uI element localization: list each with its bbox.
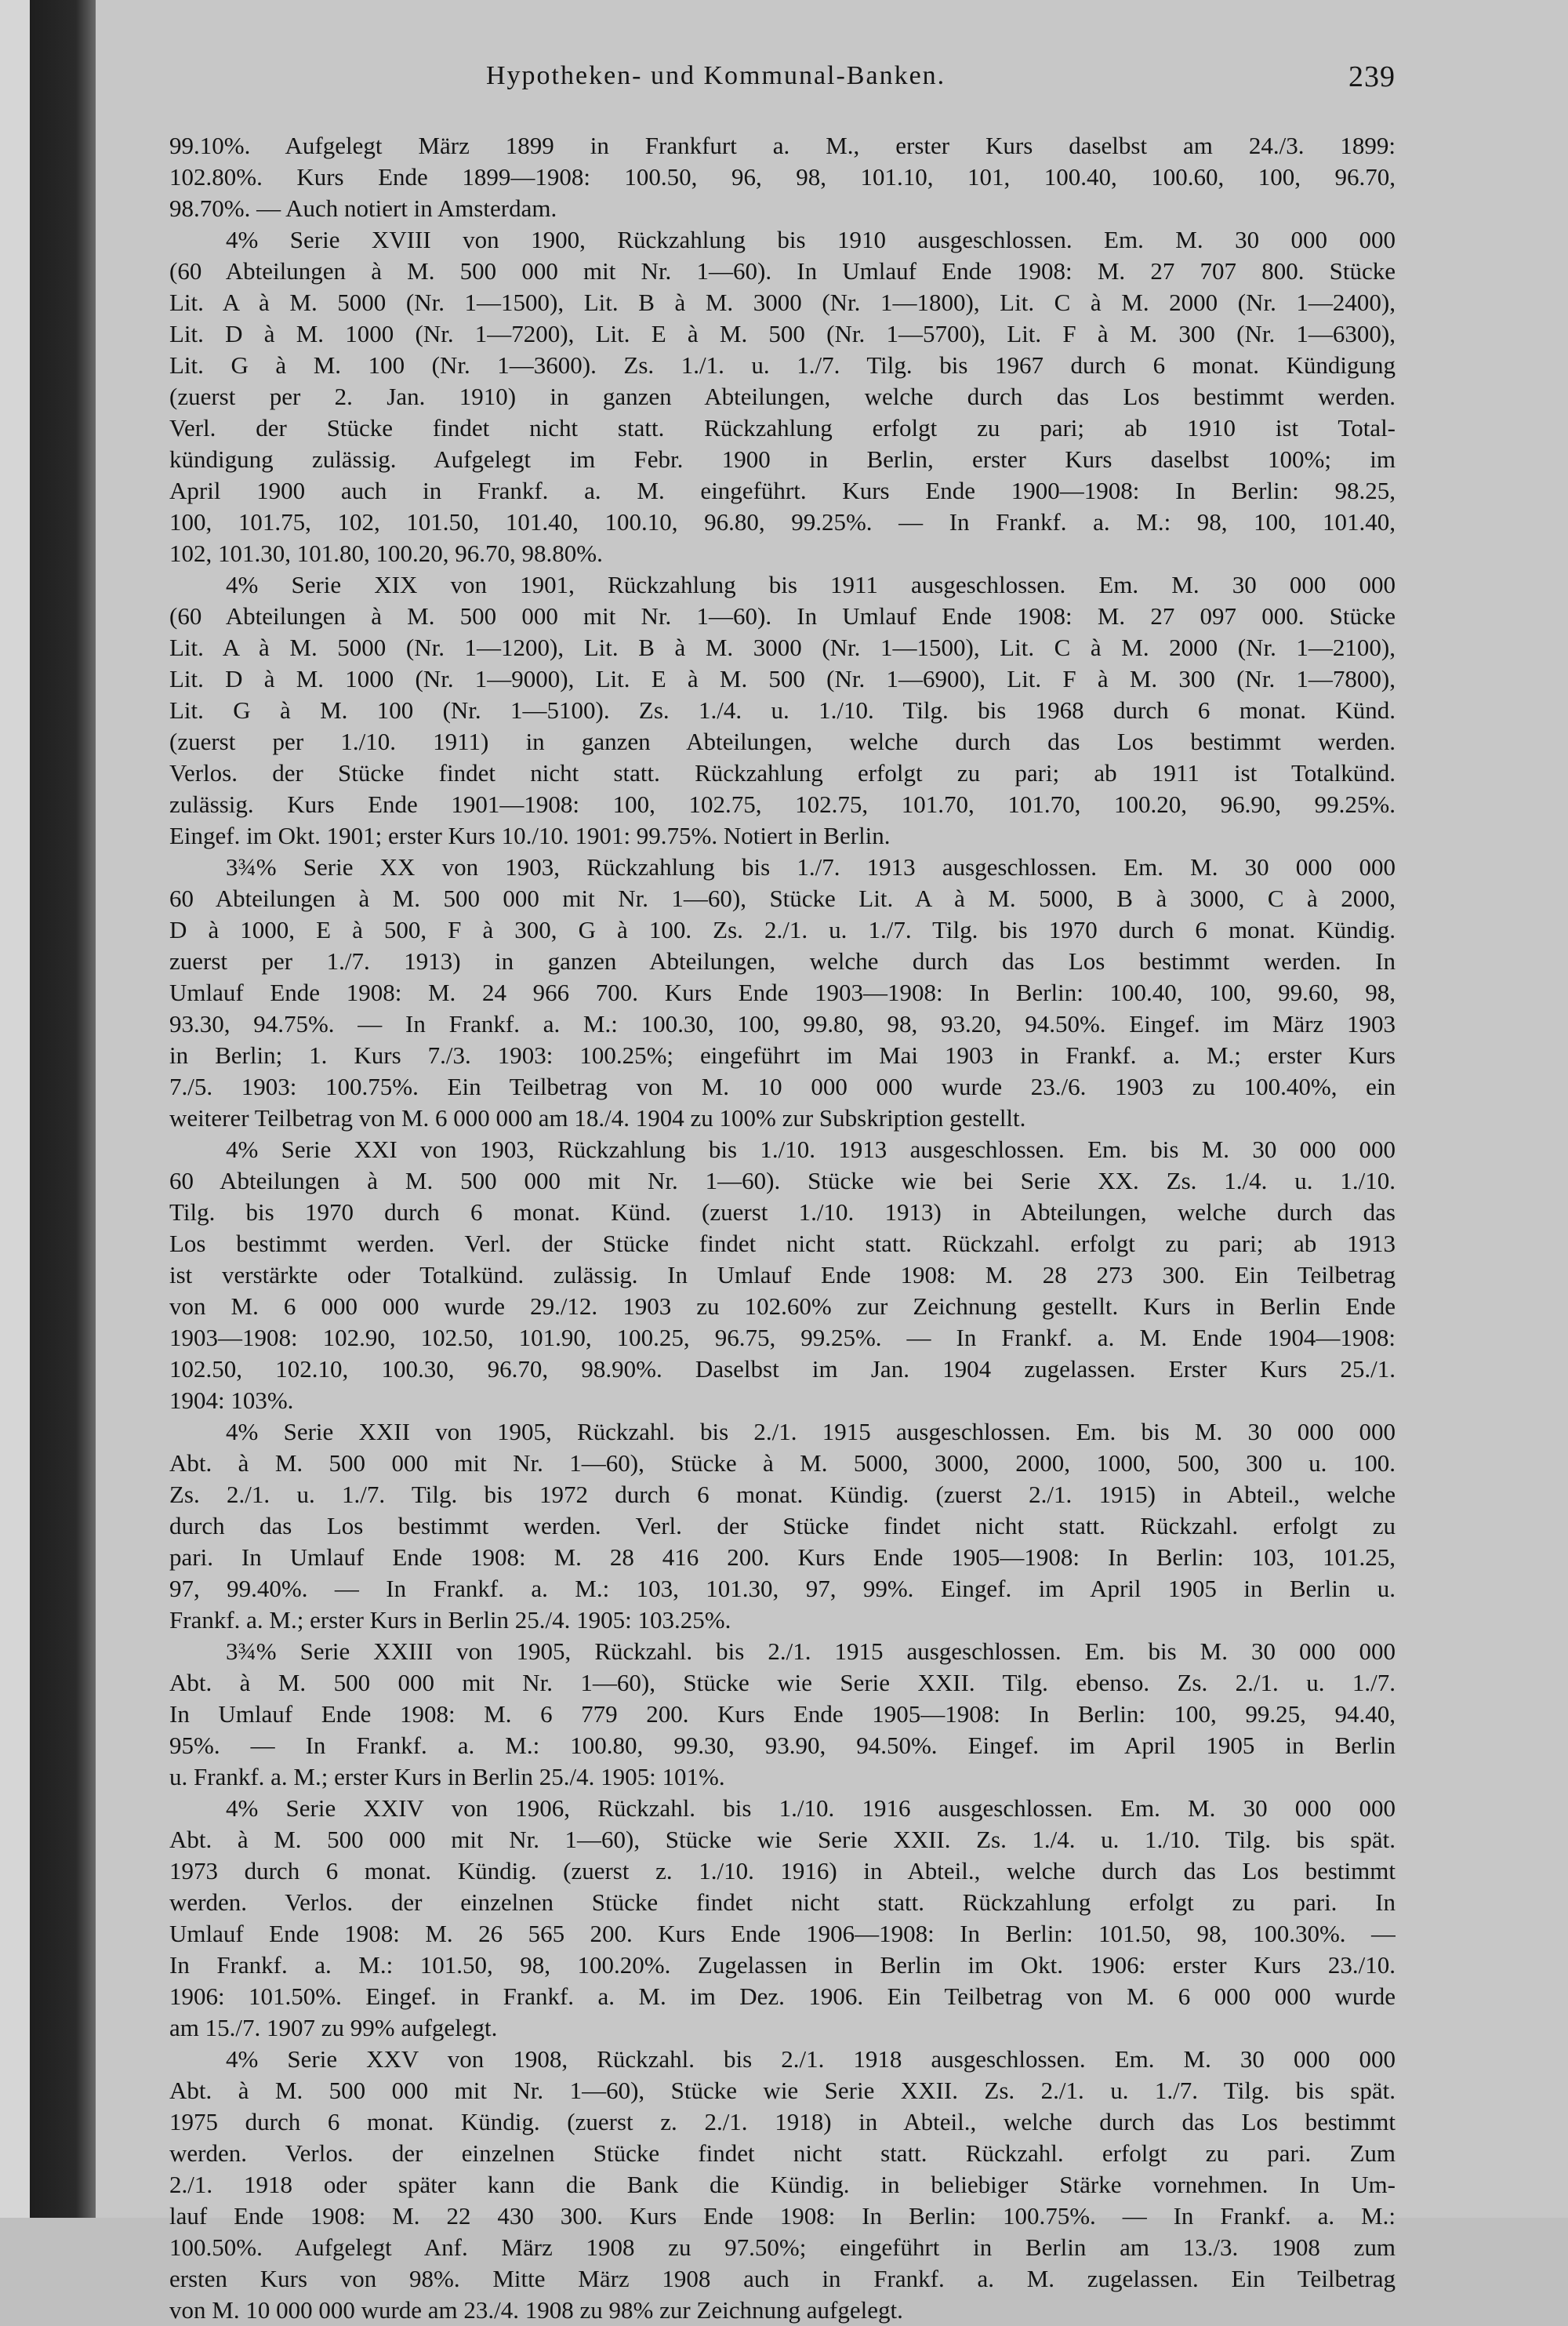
text-line: Abt. à M. 500 000 mit Nr. 1—60), Stücke à M. 5000, 3000, 2000, 1000, 500, 300 u. 100. (169, 1449, 1396, 1477)
text-line: am 15./7. 1907 zu 99% aufgelegt. (169, 2014, 498, 2041)
text-line: Umlauf Ende 1908: M. 26 565 200. Kurs Ende 1906—1908: In Berlin: 101.50, 98, 100.30%. — (169, 1920, 1396, 1947)
text-line: 99.10%. Aufgelegt März 1899 in Frankfurt a. M., erster Kurs daselbst am 24./3. 1899: (169, 132, 1396, 159)
text-line: 3¾% Serie XXIII von 1905, Rückzahl. bis 2./1. 1915 ausgeschlossen. Em. bis M. 30 000 000 (226, 1637, 1396, 1665)
text-line: Los bestimmt werden. Verl. der Stücke findet nicht statt. Rückzahl. erfolgt zu pari; ab 1913 (169, 1230, 1396, 1257)
text-line: durch das Los bestimmt werden. Verl. der Stücke findet nicht statt. Rückzahl. erfolgt zu (169, 1512, 1396, 1539)
text-line: von M. 10 000 000 wurde am 23./4. 1908 zu 98% zur Zeichnung aufgelegt. (169, 2296, 903, 2324)
text-line: 98.70%. — Auch notiert in Amsterdam. (169, 194, 557, 222)
text-line: Lit. A à M. 5000 (Nr. 1—1500), Lit. B à M. 3000 (Nr. 1—1800), Lit. C à M. 2000 (Nr. 1—2400), (169, 289, 1396, 316)
text-line: in Berlin; 1. Kurs 7./3. 1903: 100.25%; eingeführt im Mai 1903 in Frankf. a. M.; erster Kurs (169, 1041, 1396, 1069)
text-line: 4% Serie XVIII von 1900, Rückzahlung bis 1910 ausgeschlossen. Em. M. 30 000 000 (226, 226, 1396, 253)
text-line: 93.30, 94.75%. — In Frankf. a. M.: 100.30, 100, 99.80, 98, 93.20, 94.50%. Eingef. im März 1903 (169, 1010, 1396, 1038)
text-line: 1975 durch 6 monat. Kündig. (zuerst z. 2./1. 1918) in Abteil., welche durch das Los bestimmt (169, 2108, 1396, 2135)
text-line: (60 Abteilungen à M. 500 000 mit Nr. 1—60). In Umlauf Ende 1908: M. 27 707 800. Stücke (169, 257, 1396, 285)
text-line: 4% Serie XXI von 1903, Rückzahlung bis 1./10. 1913 ausgeschlossen. Em. bis M. 30 000 000 (226, 1136, 1396, 1163)
text-line: u. Frankf. a. M.; erster Kurs in Berlin 25./4. 1905: 101%. (169, 1763, 725, 1790)
text-line: 102.50, 102.10, 100.30, 96.70, 98.90%. Daselbst im Jan. 1904 zugelassen. Erster Kurs 25./1. (169, 1355, 1396, 1383)
text-line: 1904: 103%. (169, 1387, 294, 1414)
text-line: von M. 6 000 000 wurde 29./12. 1903 zu 102.60% zur Zeichnung gestellt. Kurs in Berlin Ende (169, 1292, 1396, 1320)
text-line: Lit. G à M. 100 (Nr. 1—3600). Zs. 1./1. u. 1./7. Tilg. bis 1967 durch 6 monat. Kündigung (169, 351, 1396, 379)
running-title: Hypotheken- und Kommunal-Banken. (486, 61, 946, 90)
text-line: lauf Ende 1908: M. 22 430 300. Kurs Ende 1908: In Berlin: 100.75%. — In Frankf. a. M.: (169, 2202, 1396, 2230)
text-line: ersten Kurs von 98%. Mitte März 1908 auch in Frankf. a. M. zugelassen. Ein Teilbetrag (169, 2265, 1396, 2292)
page-number: 239 (1348, 60, 1396, 93)
text-line: werden. Verlos. der einzelnen Stücke findet nicht statt. Rückzahl. erfolgt zu pari. Zum (169, 2139, 1396, 2167)
text-line: 102.80%. Kurs Ende 1899—1908: 100.50, 96, 98, 101.10, 101, 100.40, 100.60, 100, 96.70, (169, 163, 1396, 191)
page-edge (0, 0, 30, 2218)
text-line: Lit. A à M. 5000 (Nr. 1—1200), Lit. B à M. 3000 (Nr. 1—1500), Lit. C à M. 2000 (Nr. 1—2100), (169, 634, 1396, 661)
text-line: 4% Serie XXII von 1905, Rückzahl. bis 2./1. 1915 ausgeschlossen. Em. bis M. 30 000 000 (226, 1418, 1396, 1445)
text-line: (zuerst per 2. Jan. 1910) in ganzen Abteilungen, welche durch das Los bestimmt werden. (169, 383, 1396, 410)
text-line: Frankf. a. M.; erster Kurs in Berlin 25./4. 1905: 103.25%. (169, 1606, 731, 1634)
text-line: 100, 101.75, 102, 101.50, 101.40, 100.10, 96.80, 99.25%. — In Frankf. a. M.: 98, 100, 101.40, (169, 508, 1396, 536)
text-line: Verl. der Stücke findet nicht statt. Rückzahlung erfolgt zu pari; ab 1910 ist Total- (169, 414, 1396, 442)
text-line: 4% Serie XXV von 1908, Rückzahl. bis 2./1. 1918 ausgeschlossen. Em. M. 30 000 000 (226, 2045, 1396, 2073)
text-line: Umlauf Ende 1908: M. 24 966 700. Kurs Ende 1903—1908: In Berlin: 100.40, 100, 99.60, 98, (169, 979, 1396, 1006)
text-line: pari. In Umlauf Ende 1908: M. 28 416 200. Kurs Ende 1905—1908: In Berlin: 103, 101.25, (169, 1543, 1396, 1571)
text-line: Abt. à M. 500 000 mit Nr. 1—60), Stücke wie Serie XXII. Zs. 1./4. u. 1./10. Tilg. bis spät. (169, 1826, 1396, 1853)
text-line: werden. Verlos. der einzelnen Stücke findet nicht statt. Rückzahlung erfolgt zu pari. In (169, 1888, 1396, 1916)
text-line: In Umlauf Ende 1908: M. 6 779 200. Kurs Ende 1905—1908: In Berlin: 100, 99.25, 94.40, (169, 1700, 1396, 1728)
text-line: zulässig. Kurs Ende 1901—1908: 100, 102.75, 102.75, 101.70, 101.70, 100.20, 96.90, 99.25%. (169, 790, 1396, 818)
text-line: 3¾% Serie XX von 1903, Rückzahlung bis 1./7. 1913 ausgeschlossen. Em. M. 30 000 000 (226, 853, 1396, 881)
text-line: Lit. D à M. 1000 (Nr. 1—7200), Lit. E à M. 500 (Nr. 1—5700), Lit. F à M. 300 (Nr. 1—6300), (169, 320, 1396, 347)
text-line: Abt. à M. 500 000 mit Nr. 1—60), Stücke wie Serie XXII. Zs. 2./1. u. 1./7. Tilg. bis spät. (169, 2077, 1396, 2104)
text-line: April 1900 auch in Frankf. a. M. eingeführt. Kurs Ende 1900—1908: In Berlin: 98.25, (169, 477, 1396, 504)
text-line: Eingef. im Okt. 1901; erster Kurs 10./10. 1901: 99.75%. Notiert in Berlin. (169, 822, 891, 849)
text-line: 97, 99.40%. — In Frankf. a. M.: 103, 101.30, 97, 99%. Eingef. im April 1905 in Berlin u. (169, 1575, 1396, 1602)
text-line: In Frankf. a. M.: 101.50, 98, 100.20%. Zugelassen in Berlin im Okt. 1906: erster Kurs 23./10. (169, 1951, 1396, 1979)
text-line: D à 1000, E à 500, F à 300, G à 100. Zs. 2./1. u. 1./7. Tilg. bis 1970 durch 6 monat. Kündig. (169, 916, 1396, 943)
text-line: 60 Abteilungen à M. 500 000 mit Nr. 1—60). Stücke wie bei Serie XX. Zs. 1./4. u. 1./10. (169, 1167, 1396, 1194)
text-line: ist verstärkte oder Totalkünd. zulässig. In Umlauf Ende 1908: M. 28 273 300. Ein Teilbetrag (169, 1261, 1396, 1288)
text-line: 1973 durch 6 monat. Kündig. (zuerst z. 1./10. 1916) in Abteil., welche durch das Los bestimmt (169, 1857, 1396, 1884)
text-line: kündigung zulässig. Aufgelegt im Febr. 1900 in Berlin, erster Kurs daselbst 100%; im (169, 445, 1396, 473)
text-line: zuerst per 1./7. 1913) in ganzen Abteilungen, welche durch das Los bestimmt werden. In (169, 947, 1396, 975)
body-text (169, 130, 1396, 2326)
text-line: 2./1. 1918 oder später kann die Bank die Kündig. in beliebiger Stärke vornehmen. In Um- (169, 2171, 1396, 2198)
text-line: Lit. G à M. 100 (Nr. 1—5100). Zs. 1./4. u. 1./10. Tilg. bis 1968 durch 6 monat. Künd. (169, 696, 1396, 724)
text-line: (60 Abteilungen à M. 500 000 mit Nr. 1—60). In Umlauf Ende 1908: M. 27 097 000. Stücke (169, 602, 1396, 630)
text-line: Zs. 2./1. u. 1./7. Tilg. bis 1972 durch 6 monat. Kündig. (zuerst 2./1. 1915) in Abteil., welche (169, 1481, 1396, 1508)
text-line: 1903—1908: 102.90, 102.50, 101.90, 100.25, 96.75, 99.25%. — In Frankf. a. M. Ende 1904—1908: (169, 1324, 1396, 1351)
text-line: 102, 101.30, 101.80, 100.20, 96.70, 98.80%. (169, 540, 603, 567)
page-header (486, 61, 1396, 108)
text-line: 4% Serie XXIV von 1906, Rückzahl. bis 1./10. 1916 ausgeschlossen. Em. M. 30 000 000 (226, 1794, 1396, 1822)
binding-shadow (30, 0, 96, 2218)
text-line: 7./5. 1903: 100.75%. Ein Teilbetrag von M. 10 000 000 wurde 23./6. 1903 zu 100.40%, ein (169, 1073, 1396, 1100)
text-line: Verlos. der Stücke findet nicht statt. Rückzahlung erfolgt zu pari; ab 1911 ist Totalkünd. (169, 759, 1396, 787)
text-line: 4% Serie XIX von 1901, Rückzahlung bis 1911 ausgeschlossen. Em. M. 30 000 000 (226, 571, 1396, 598)
text-line: 95%. — In Frankf. a. M.: 100.80, 99.30, 93.90, 94.50%. Eingef. im April 1905 in Berlin (169, 1732, 1396, 1759)
text-line: 1906: 101.50%. Eingef. in Frankf. a. M. im Dez. 1906. Ein Teilbetrag von M. 6 000 000 wurde (169, 1983, 1396, 2010)
text-line: Lit. D à M. 1000 (Nr. 1—9000), Lit. E à M. 500 (Nr. 1—6900), Lit. F à M. 300 (Nr. 1—7800), (169, 665, 1396, 692)
text-line: weiterer Teilbetrag von M. 6 000 000 am 18./4. 1904 zu 100% zur Subskription gestellt. (169, 1104, 1026, 1132)
text-line: Abt. à M. 500 000 mit Nr. 1—60), Stücke wie Serie XXII. Tilg. ebenso. Zs. 2./1. u. 1./7. (169, 1669, 1396, 1696)
text-line: (zuerst per 1./10. 1911) in ganzen Abteilungen, welche durch das Los bestimmt werden. (169, 728, 1396, 755)
text-line: Tilg. bis 1970 durch 6 monat. Künd. (zuerst 1./10. 1913) in Abteilungen, welche durch das (169, 1198, 1396, 1226)
text-line: 100.50%. Aufgelegt Anf. März 1908 zu 97.50%; eingeführt in Berlin am 13./3. 1908 zum (169, 2233, 1396, 2261)
text-line: 60 Abteilungen à M. 500 000 mit Nr. 1—60), Stücke Lit. A à M. 5000, B à 3000, C à 2000, (169, 885, 1396, 912)
